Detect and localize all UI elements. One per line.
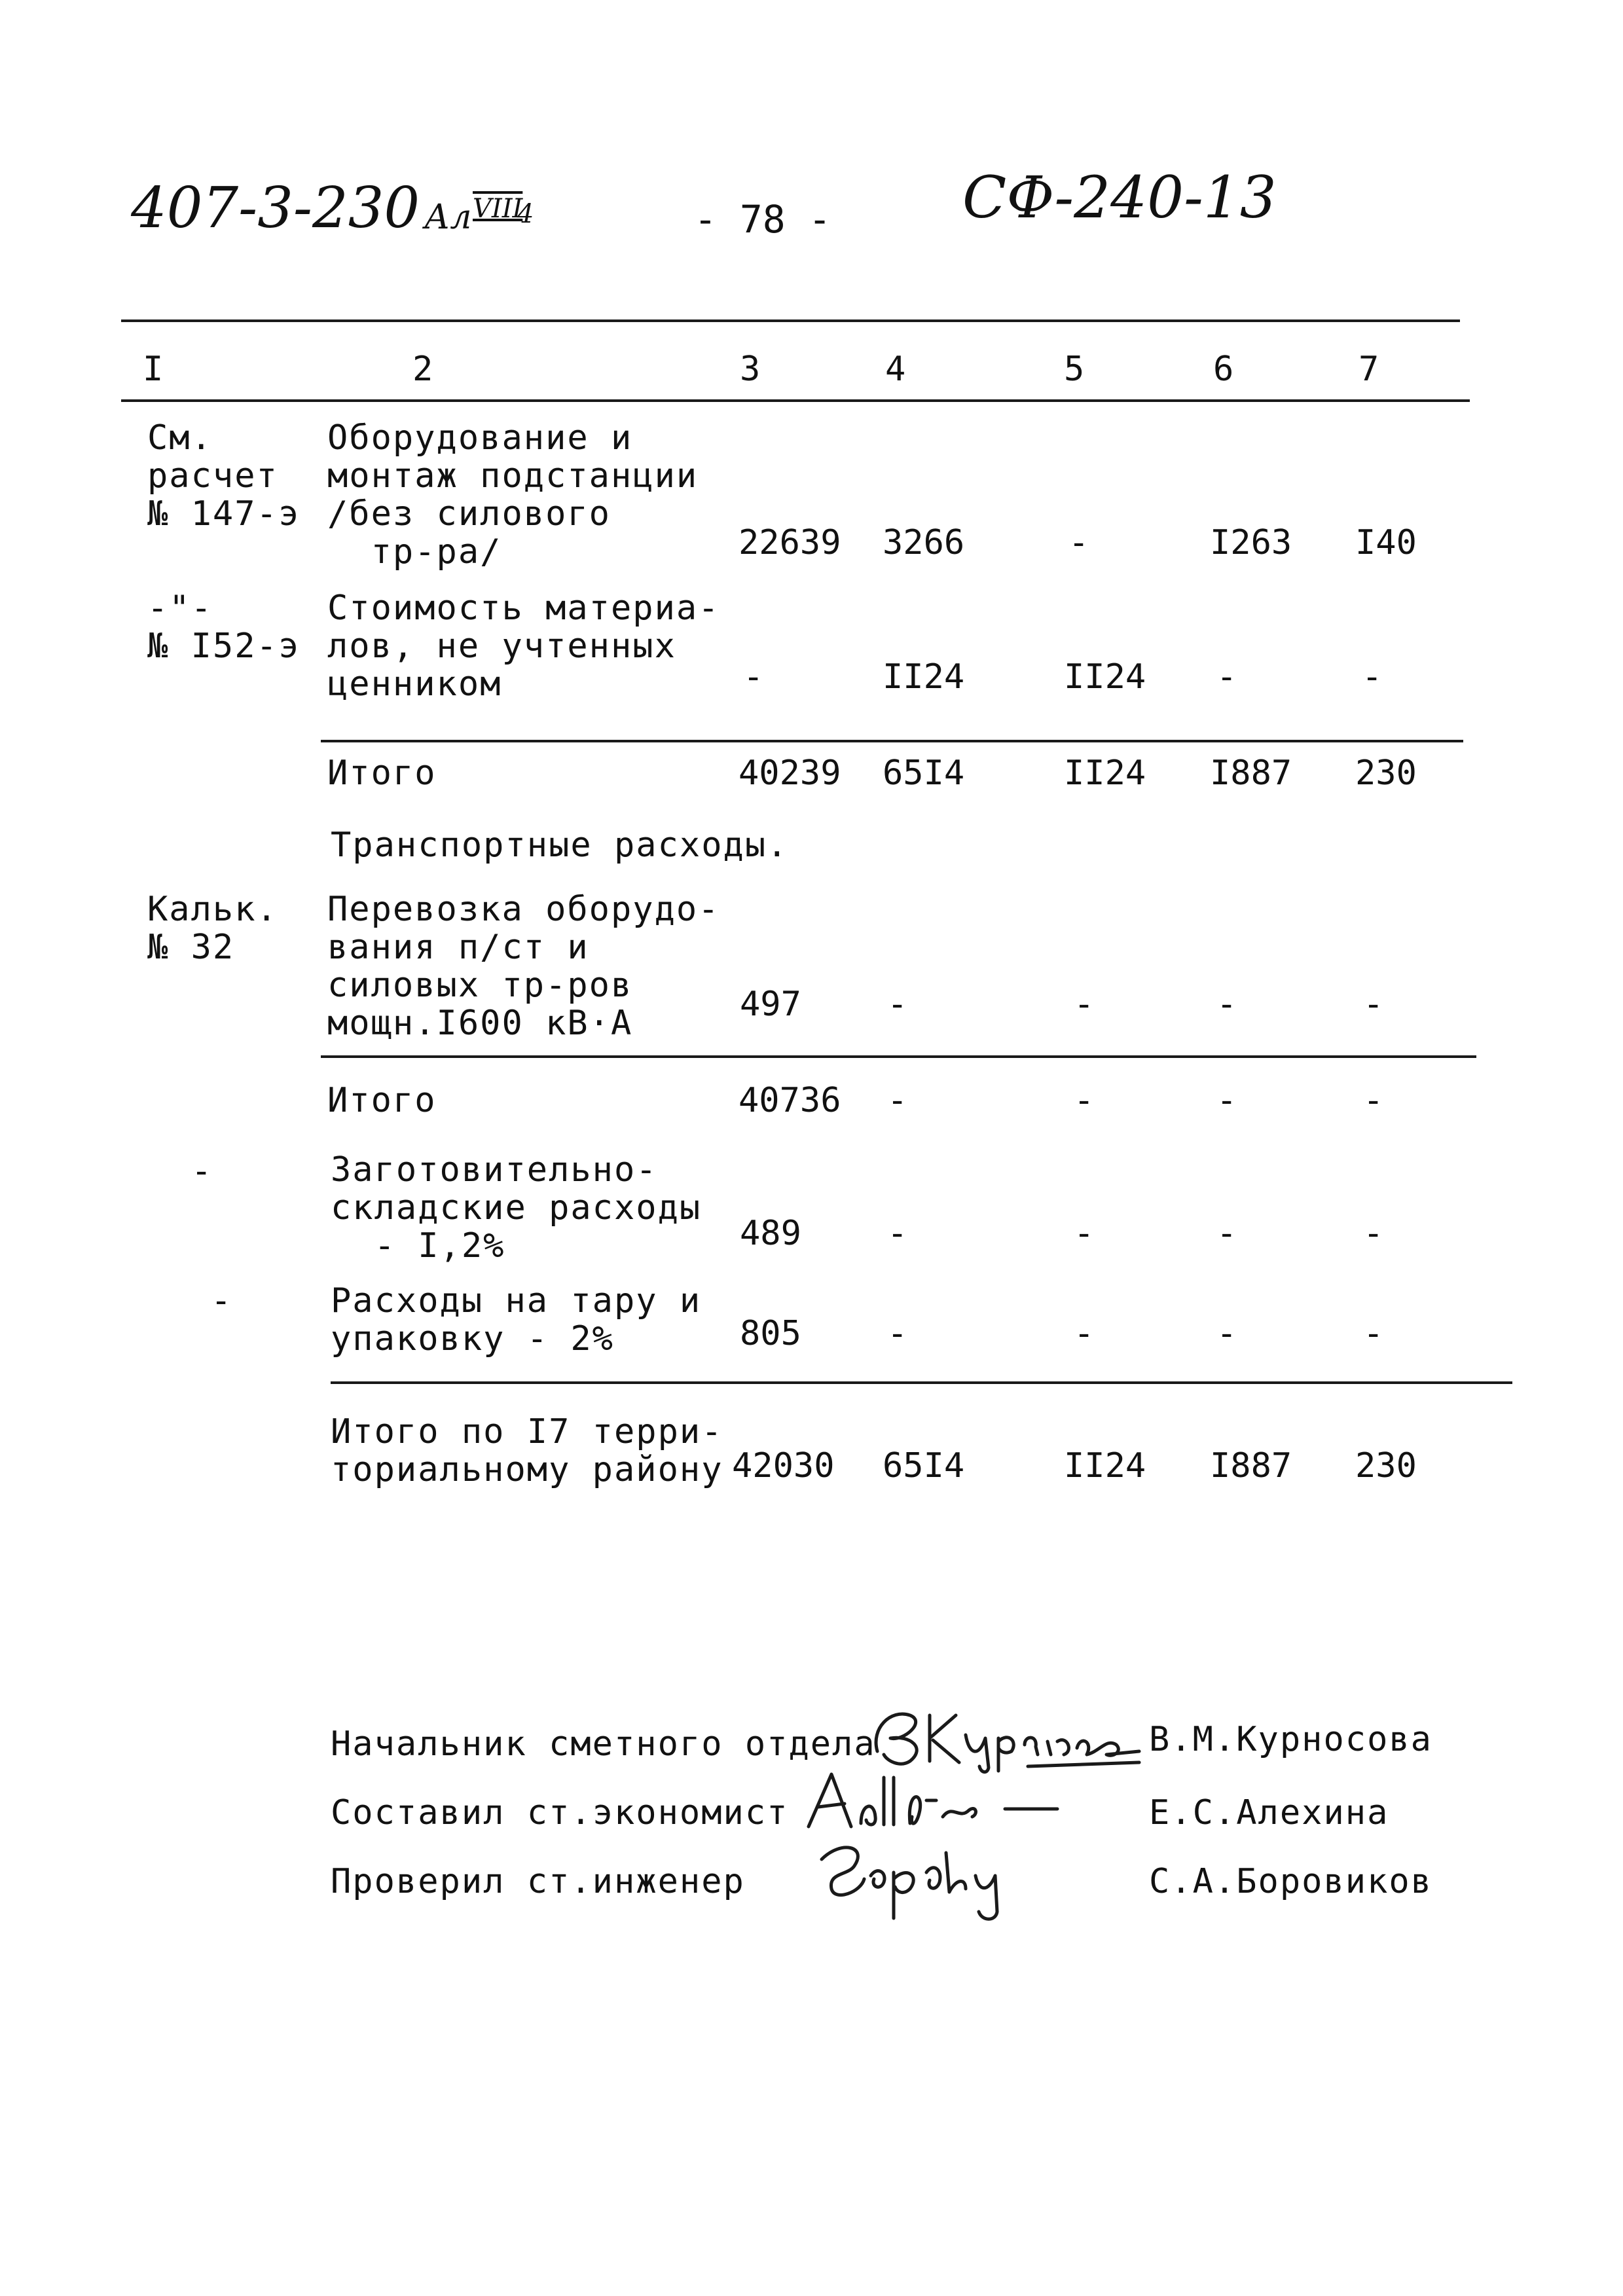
sheet-code: СФ-240-13 bbox=[962, 164, 1277, 231]
handwritten-signature bbox=[802, 1827, 1038, 1925]
cell-col4: 65I4 bbox=[883, 754, 965, 793]
cell-col3: - bbox=[743, 657, 764, 697]
handwritten-signature bbox=[795, 1764, 1077, 1836]
cell-col5: - bbox=[1068, 523, 1089, 562]
row-reference: См. расчет № 147-э bbox=[147, 418, 301, 534]
cell-col5: - bbox=[1074, 1081, 1095, 1120]
cell-col6: I887 bbox=[1210, 1446, 1292, 1485]
handwritten-signature bbox=[864, 1689, 1152, 1774]
album-section: VIII bbox=[473, 194, 523, 224]
total-rule bbox=[331, 1381, 1512, 1384]
cell-col5: II24 bbox=[1064, 657, 1146, 697]
subtotal-rule bbox=[321, 1055, 1476, 1058]
cell-col6: - bbox=[1216, 1314, 1237, 1353]
cell-col7: I40 bbox=[1355, 523, 1417, 562]
album-sheet: 4 bbox=[517, 199, 534, 229]
signer-name: С.А.Боровиков bbox=[1149, 1862, 1432, 1901]
cell-col6: I887 bbox=[1210, 754, 1292, 793]
column-number: 6 bbox=[1213, 350, 1234, 389]
document-code: 407-3-230 bbox=[131, 175, 420, 241]
table-top-rule bbox=[121, 319, 1460, 322]
cell-col6: - bbox=[1216, 657, 1237, 697]
row-description: Заготовительно- складские расходы - I,2% bbox=[331, 1150, 702, 1266]
cell-col5: - bbox=[1074, 1314, 1095, 1353]
row-reference: - bbox=[191, 1152, 213, 1191]
cell-col7: - bbox=[1362, 657, 1383, 697]
cell-col5: II24 bbox=[1064, 1446, 1146, 1485]
row-description: Итого по I7 терри- ториальному району bbox=[331, 1412, 723, 1489]
cell-col3: 40736 bbox=[739, 1081, 841, 1120]
subtotal-rule bbox=[321, 740, 1463, 742]
row-reference: - bbox=[211, 1281, 233, 1321]
cell-col7: - bbox=[1363, 1081, 1384, 1120]
column-number: 4 bbox=[885, 350, 906, 389]
column-number: 5 bbox=[1064, 350, 1085, 389]
row-description: Итого bbox=[327, 1081, 437, 1120]
cell-col5: - bbox=[1074, 1214, 1095, 1253]
cell-col4: - bbox=[887, 1214, 908, 1253]
row-reference: -"- № I52-э bbox=[147, 589, 301, 666]
column-number: I bbox=[143, 350, 164, 389]
cell-col4: - bbox=[887, 1081, 908, 1120]
cell-col6: - bbox=[1216, 1214, 1237, 1253]
row-description: Оборудование и монтаж подстанции /без силового тр-ра/ bbox=[327, 418, 699, 572]
cell-col5: - bbox=[1074, 985, 1095, 1024]
column-number: 3 bbox=[740, 350, 761, 389]
cell-col7: - bbox=[1363, 985, 1384, 1024]
cell-col7: 230 bbox=[1355, 1446, 1417, 1485]
cell-col3: 40239 bbox=[739, 754, 841, 793]
signer-role: Составил ст.экономист bbox=[331, 1793, 789, 1832]
page-number: - 78 - bbox=[694, 197, 831, 242]
row-description: Стоимость материа- лов, не учтенных ценником bbox=[327, 589, 720, 704]
row-description: Расходы на тару и упаковку - 2% bbox=[331, 1281, 702, 1358]
cell-col3: 22639 bbox=[739, 523, 841, 562]
section-heading: Транспортные расходы. bbox=[331, 826, 789, 865]
row-description: Итого bbox=[327, 754, 437, 793]
column-number: 7 bbox=[1359, 350, 1379, 389]
cell-col4: 65I4 bbox=[883, 1446, 965, 1485]
signer-role: Начальник сметного отдела bbox=[331, 1724, 876, 1764]
cell-col4: 3266 bbox=[883, 523, 965, 562]
cell-col3: 42030 bbox=[732, 1446, 835, 1485]
cell-col4: II24 bbox=[883, 657, 965, 697]
cell-col6: - bbox=[1216, 1081, 1237, 1120]
cell-col4: - bbox=[887, 1314, 908, 1353]
row-description: Перевозка оборудо- вания п/ст и силовых тр-ров мощн.I600 кВ·А bbox=[327, 890, 720, 1043]
column-number: 2 bbox=[412, 350, 433, 389]
signer-name: В.М.Курносова bbox=[1149, 1720, 1432, 1759]
header-rule bbox=[121, 399, 1470, 402]
signer-role: Проверил ст.инженер bbox=[331, 1862, 745, 1901]
cell-col6: I263 bbox=[1210, 523, 1292, 562]
cell-col6: - bbox=[1216, 985, 1237, 1024]
cell-col7: - bbox=[1363, 1214, 1384, 1253]
album-mark: Ал bbox=[424, 198, 472, 237]
cell-col3: 489 bbox=[740, 1214, 801, 1253]
cell-col7: - bbox=[1363, 1314, 1384, 1353]
cell-col4: - bbox=[887, 985, 908, 1024]
cell-col7: 230 bbox=[1355, 754, 1417, 793]
cell-col3: 497 bbox=[740, 985, 801, 1024]
row-reference: Кальк. № 32 bbox=[147, 890, 278, 967]
signer-name: Е.С.Алехина bbox=[1149, 1793, 1389, 1832]
cell-col5: II24 bbox=[1064, 754, 1146, 793]
cell-col3: 805 bbox=[740, 1314, 801, 1353]
